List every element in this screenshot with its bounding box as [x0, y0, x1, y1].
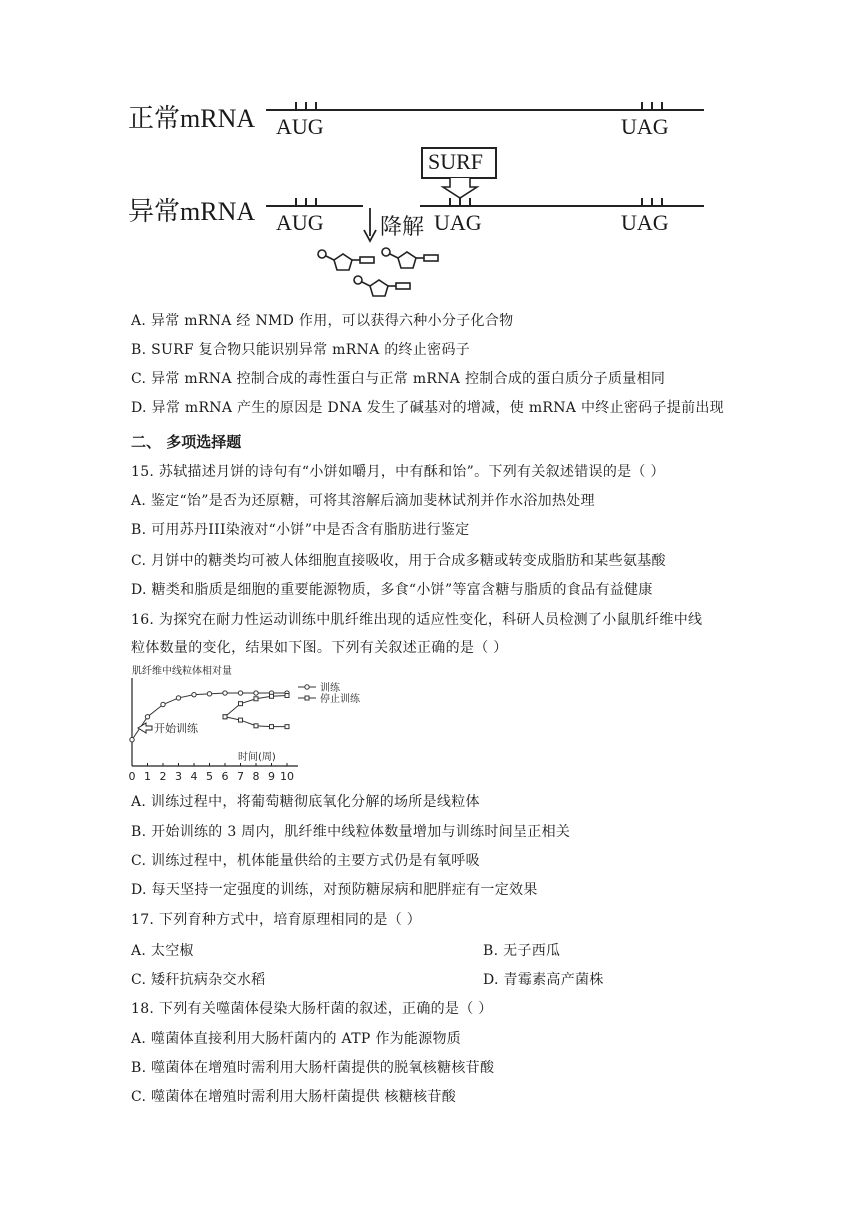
q18-option-a: A. 噬菌体直接利用大肠杆菌内的 ATP 作为能源物质	[131, 1031, 462, 1047]
normal-mrna-label: 正常mRNA	[128, 104, 256, 133]
q16-option-b: B. 开始训练的 3 周内，肌纤维中线粒体数量增加与训练时间呈正相关	[131, 824, 571, 840]
surf-complex-label: SURF	[428, 149, 484, 174]
abnormal-mrna-label: 异常mRNA	[128, 197, 256, 226]
q18-stem: 18. 下列有关噬菌体侵染大肠杆菌的叙述，正确的是（ ）	[131, 1001, 493, 1017]
codon-uag-premature: UAG	[434, 210, 482, 235]
legend-label: 训练	[320, 683, 340, 694]
data-point	[238, 691, 242, 695]
q14-option-a: A. 异常 mRNA 经 NMD 作用，可以获得六种小分子化合物	[131, 313, 514, 329]
x-axis-label: 时间(周)	[238, 752, 276, 763]
q14-option-c: C. 异常 mRNA 控制合成的毒性蛋白与正常 mRNA 控制合成的蛋白质分子质量相同	[131, 371, 666, 387]
codon-uag-abnormal: UAG	[621, 210, 669, 235]
codon-aug-normal: AUG	[276, 114, 324, 139]
q15-option-d: D. 糖类和脂质是细胞的重要能源物质，多食“小饼”等富含糖与脂质的食品有益健康	[131, 582, 653, 598]
q16-stem-line2: 粒体数量的变化，结果如下图。下列有关叙述正确的是（ ）	[131, 640, 508, 656]
data-point	[254, 724, 258, 728]
degradation-label: 降解	[380, 215, 425, 240]
data-point	[285, 725, 289, 729]
mitochondria-chart	[126, 660, 386, 786]
x-tick-label: 8	[252, 770, 260, 783]
legend-marker	[305, 696, 309, 700]
data-point	[285, 693, 289, 697]
q18-option-b: B. 噬菌体在增殖时需利用大肠杆菌提供的脱氧核糖核苷酸	[131, 1060, 495, 1076]
data-point	[254, 691, 258, 695]
x-tick-label: 2	[159, 770, 167, 783]
start-training-annotation	[138, 721, 199, 735]
q15-option-a: A. 鉴定“饴”是否为还原糖，可将其溶解后滴加斐林试剂并作水浴加热处理	[131, 493, 595, 509]
legend-label: 停止训练	[320, 694, 360, 705]
data-point	[270, 694, 274, 698]
data-point	[239, 702, 243, 706]
data-point	[254, 697, 258, 701]
x-tick-label: 9	[268, 770, 275, 783]
q16-option-a: A. 训练过程中，将葡萄糖彻底氧化分解的场所是线粒体	[131, 794, 480, 810]
x-tick-label: 4	[190, 770, 198, 783]
data-point	[207, 692, 211, 696]
q15-stem: 15. 苏轼描述月饼的诗句有“小饼如嚼月，中有酥和饴”。下列有关叙述错误的是（ ）	[131, 464, 665, 480]
nucleotide-group	[318, 248, 438, 296]
data-point	[223, 715, 227, 719]
q17-option-a: A. 太空椒	[131, 943, 194, 959]
q17-stem: 17. 下列育种方式中，培育原理相同的是（ ）	[131, 912, 422, 928]
x-tick-label: 5	[206, 770, 213, 783]
data-point	[161, 702, 165, 706]
q16-option-d: D. 每天坚持一定强度的训练，对预防糖尿病和肥胖症有一定效果	[131, 882, 538, 898]
q16-option-c: C. 训练过程中，机体能量供给的主要方式仍是有氧呼吸	[131, 853, 480, 869]
x-tick-label: 10	[280, 770, 294, 783]
x-tick-label: 1	[144, 770, 151, 783]
q17-option-b: B. 无子西瓜	[483, 943, 561, 959]
data-point	[130, 738, 134, 742]
codon-uag-normal: UAG	[621, 114, 669, 139]
data-point	[176, 696, 180, 700]
annotation-label: 开始训练	[154, 722, 198, 735]
q14-option-d: D. 异常 mRNA 产生的原因是 DNA 发生了碱基对的增减，使 mRNA 中终止密码子提前出现	[131, 400, 724, 416]
x-tick-label: 0	[128, 770, 136, 783]
q17-option-d: D. 青霉素高产菌株	[483, 972, 604, 988]
section-title: 二、 多项选择题	[131, 433, 242, 451]
data-point	[223, 691, 227, 695]
q16-stem-line1: 16. 为探究在耐力性运动训练中肌纤维出现的适应性变化，科研人员检测了小鼠肌纤维中线	[131, 612, 703, 628]
x-tick-label: 6	[221, 770, 229, 783]
data-point	[239, 718, 243, 722]
chart-legend	[298, 681, 361, 705]
q15-option-c: C. 月饼中的糖类均可被人体细胞直接吸收，用于合成多糖或转变成脂肪和某些氨基酸	[131, 553, 666, 569]
x-tick-label: 7	[237, 770, 244, 783]
q18-option-c: C. 噬菌体在增殖时需利用大肠杆菌提供 核糖核苷酸	[131, 1089, 457, 1105]
data-point	[192, 692, 196, 696]
data-point	[270, 725, 274, 729]
q17-option-c: C. 矮秆抗病杂交水稻	[131, 972, 266, 988]
codon-aug-abnormal: AUG	[276, 210, 324, 235]
legend-marker	[305, 685, 309, 689]
data-point	[145, 715, 149, 719]
chart-title: 肌纤维中线粒体相对量	[132, 666, 232, 677]
q15-option-b: B. 可用苏丹III染液对“小饼”中是否含有脂肪进行鉴定	[131, 522, 470, 538]
x-tick-label: 3	[175, 770, 182, 783]
q14-option-b: B. SURF 复合物只能识别异常 mRNA 的终止密码子	[131, 342, 471, 358]
